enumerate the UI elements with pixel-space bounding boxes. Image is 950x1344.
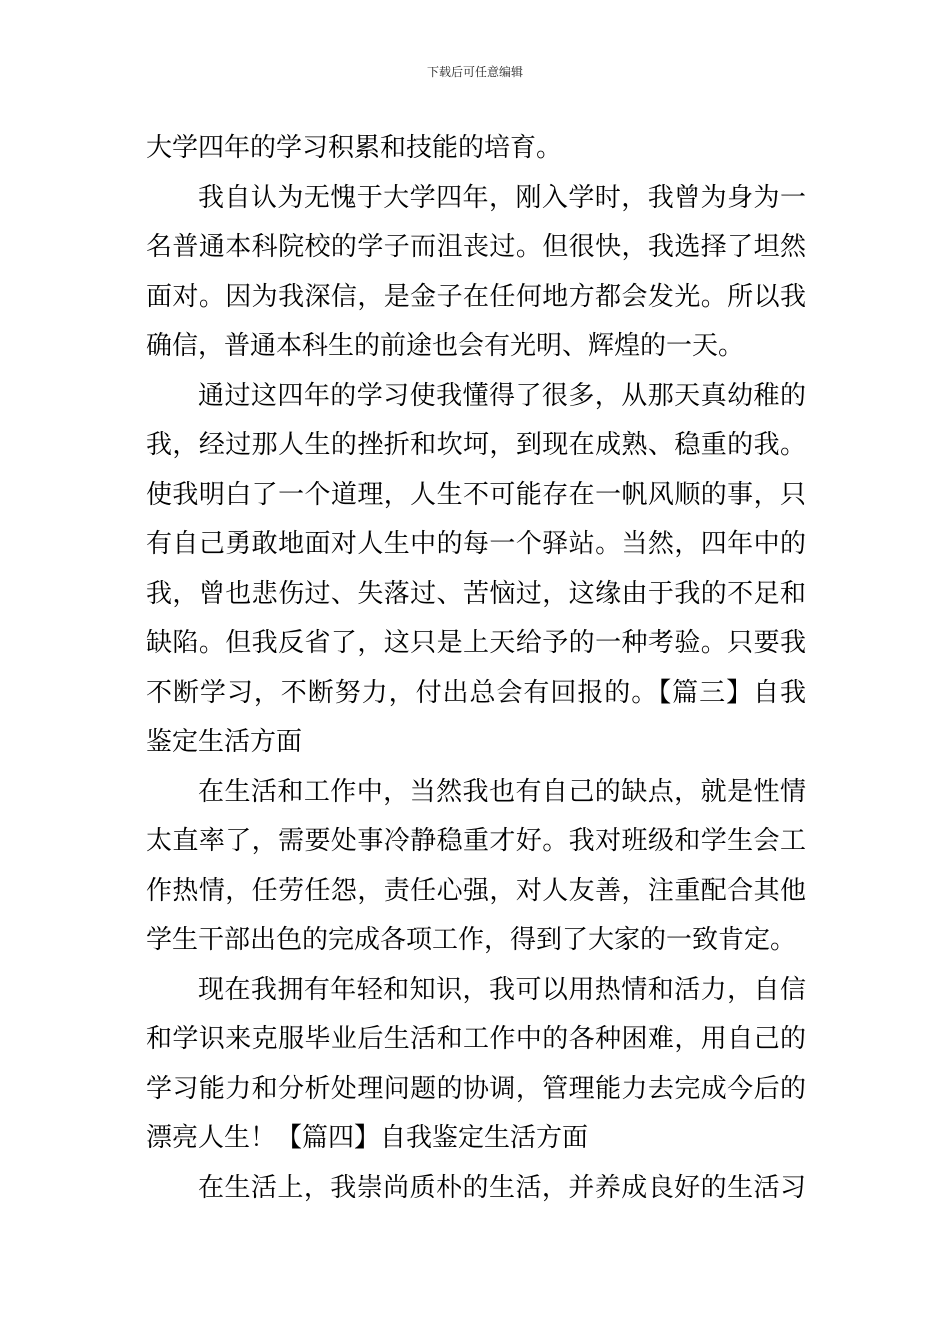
text-line: 在生活上，我崇尚质朴的生活，并养成良好的生活习 bbox=[198, 1172, 806, 1203]
text-line: 现在我拥有年轻和知识，我可以用热情和活力，自信 bbox=[198, 974, 806, 1005]
text-line: 有自己勇敢地面对人生中的每一个驿站。当然，四年中的 bbox=[146, 529, 806, 559]
text-line: 确信，普通本科生的前途也会有光明、辉煌的一天。 bbox=[146, 331, 745, 361]
text-line: 学生干部出色的完成各项工作，得到了大家的一致肯定。 bbox=[146, 925, 797, 955]
text-line: 我，经过那人生的挫折和坎坷，到现在成熟、稳重的我。 bbox=[146, 430, 806, 460]
text-line: 通过这四年的学习使我懂得了很多，从那天真幼稚的 bbox=[198, 380, 806, 411]
text-line: 名普通本科院校的学子而沮丧过。但很快，我选择了坦然 bbox=[146, 232, 806, 262]
text-line: 和学识来克服毕业后生活和工作中的各种困难，用自己的 bbox=[146, 1024, 806, 1054]
text-line: 大学四年的学习积累和技能的培育。 bbox=[146, 133, 563, 163]
text-line: 我自认为无愧于大学四年，刚入学时，我曾为身为一 bbox=[198, 182, 806, 213]
page-header: 下载后可任意编辑 bbox=[426, 65, 523, 79]
text-line: 漂亮人生！【篇四】自我鉴定生活方面 bbox=[146, 1123, 589, 1153]
text-line: 鉴定生活方面 bbox=[146, 727, 303, 757]
text-line: 面对。因为我深信，是金子在任何地方都会发光。所以我 bbox=[146, 281, 806, 312]
text-line: 缺陷。但我反省了，这只是上天给予的一种考验。只要我 bbox=[146, 628, 806, 658]
text-line: 在生活和工作中，当然我也有自己的缺点，就是性情 bbox=[198, 776, 806, 807]
text-line: 学习能力和分析处理问题的协调，管理能力去完成今后的 bbox=[146, 1073, 806, 1104]
text-line: 作热情，任劳任怨，责任心强，对人友善，注重配合其他 bbox=[146, 875, 806, 906]
text-line: 使我明白了一个道理，人生不可能存在一帆风顺的事，只 bbox=[146, 479, 806, 510]
document-body bbox=[146, 124, 806, 1213]
text-line: 太直率了，需要处事冷静稳重才好。我对班级和学生会工 bbox=[146, 826, 806, 856]
text-line: 我，曾也悲伤过、失落过、苦恼过，这缘由于我的不足和 bbox=[146, 578, 806, 609]
text-line: 不断学习，不断努力，付出总会有回报的。【篇三】自我 bbox=[146, 677, 806, 708]
